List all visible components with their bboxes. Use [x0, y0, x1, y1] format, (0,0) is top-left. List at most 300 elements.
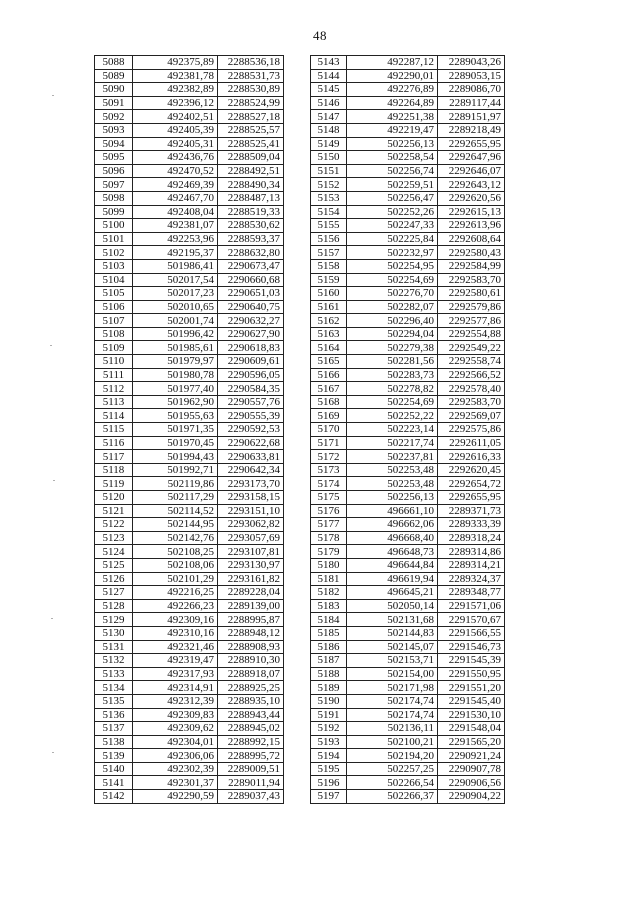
point-number-cell: 5100	[95, 219, 133, 233]
x-coordinate-cell: 501992,71	[133, 463, 218, 477]
table-row	[311, 694, 505, 708]
point-number-cell: 5111	[95, 368, 133, 382]
table-row	[95, 300, 284, 314]
point-number-cell: 5102	[95, 246, 133, 260]
table-row	[95, 110, 284, 124]
table-row	[311, 300, 505, 314]
y-coordinate-cell: 2288492,51	[218, 164, 284, 178]
point-number-cell: 5158	[311, 259, 347, 273]
y-coordinate-cell: 2292583,70	[438, 395, 505, 409]
x-coordinate-cell: 502108,25	[133, 545, 218, 559]
table-row	[311, 463, 505, 477]
y-coordinate-cell: 2290904,22	[438, 790, 505, 804]
table-row	[311, 83, 505, 97]
point-number-cell: 5189	[311, 681, 347, 695]
x-coordinate-cell: 502119,86	[133, 477, 218, 491]
x-coordinate-cell: 492405,31	[133, 137, 218, 151]
table-row	[95, 572, 284, 586]
x-coordinate-cell: 502296,40	[347, 314, 438, 328]
point-number-cell: 5120	[95, 491, 133, 505]
point-number-cell: 5151	[311, 164, 347, 178]
table-row	[311, 205, 505, 219]
x-coordinate-cell: 492287,12	[347, 56, 438, 70]
x-coordinate-cell: 502136,11	[347, 722, 438, 736]
x-coordinate-cell: 501980,78	[133, 368, 218, 382]
x-coordinate-cell: 502144,83	[347, 626, 438, 640]
point-number-cell: 5106	[95, 300, 133, 314]
y-coordinate-cell: 2290673,47	[218, 259, 284, 273]
x-coordinate-cell: 502154,00	[347, 667, 438, 681]
x-coordinate-cell: 496662,06	[347, 518, 438, 532]
point-number-cell: 5159	[311, 273, 347, 287]
scan-speck	[53, 480, 55, 481]
x-coordinate-cell: 501979,97	[133, 355, 218, 369]
y-coordinate-cell: 2293057,69	[218, 531, 284, 545]
table-row	[311, 450, 505, 464]
table-row	[95, 450, 284, 464]
table-row	[311, 314, 505, 328]
point-number-cell: 5133	[95, 667, 133, 681]
table-row	[311, 423, 505, 437]
point-number-cell: 5165	[311, 355, 347, 369]
y-coordinate-cell: 2291566,55	[438, 626, 505, 640]
x-coordinate-cell: 492317,93	[133, 667, 218, 681]
point-number-cell: 5125	[95, 558, 133, 572]
point-number-cell: 5128	[95, 599, 133, 613]
x-coordinate-cell: 492436,76	[133, 151, 218, 165]
y-coordinate-cell: 2289318,24	[438, 531, 505, 545]
x-coordinate-cell: 492309,83	[133, 708, 218, 722]
y-coordinate-cell: 2289371,73	[438, 504, 505, 518]
y-coordinate-cell: 2288527,18	[218, 110, 284, 124]
x-coordinate-cell: 502256,13	[347, 137, 438, 151]
y-coordinate-cell: 2292577,86	[438, 314, 505, 328]
x-coordinate-cell: 492312,39	[133, 694, 218, 708]
y-coordinate-cell: 2289348,77	[438, 586, 505, 600]
y-coordinate-cell: 2292575,86	[438, 423, 505, 437]
x-coordinate-cell: 501996,42	[133, 327, 218, 341]
point-number-cell: 5197	[311, 790, 347, 804]
table-row	[95, 640, 284, 654]
table-row	[311, 327, 505, 341]
point-number-cell: 5148	[311, 123, 347, 137]
point-number-cell: 5092	[95, 110, 133, 124]
point-number-cell: 5114	[95, 409, 133, 423]
y-coordinate-cell: 2290555,39	[218, 409, 284, 423]
x-coordinate-cell: 502254,69	[347, 395, 438, 409]
x-coordinate-cell: 492467,70	[133, 191, 218, 205]
y-coordinate-cell: 2289086,70	[438, 83, 505, 97]
table-row	[95, 681, 284, 695]
x-coordinate-cell: 492375,89	[133, 56, 218, 70]
y-coordinate-cell: 2290906,56	[438, 776, 505, 790]
y-coordinate-cell: 2290660,68	[218, 273, 284, 287]
x-coordinate-cell: 502279,38	[347, 341, 438, 355]
point-number-cell: 5181	[311, 572, 347, 586]
x-coordinate-cell: 496648,73	[347, 545, 438, 559]
x-coordinate-cell: 502256,13	[347, 491, 438, 505]
table-row	[95, 694, 284, 708]
x-coordinate-cell: 501955,63	[133, 409, 218, 423]
y-coordinate-cell: 2290640,75	[218, 300, 284, 314]
coordinates-table-left	[94, 55, 284, 804]
point-number-cell: 5090	[95, 83, 133, 97]
table-row	[311, 341, 505, 355]
x-coordinate-cell: 492309,16	[133, 613, 218, 627]
point-number-cell: 5194	[311, 749, 347, 763]
y-coordinate-cell: 2288995,72	[218, 749, 284, 763]
point-number-cell: 5185	[311, 626, 347, 640]
y-coordinate-cell: 2288490,34	[218, 178, 284, 192]
x-coordinate-cell: 492219,47	[347, 123, 438, 137]
y-coordinate-cell: 2289314,86	[438, 545, 505, 559]
table-row	[95, 708, 284, 722]
y-coordinate-cell: 2289324,37	[438, 572, 505, 586]
y-coordinate-cell: 2291570,67	[438, 613, 505, 627]
page-number: 48	[313, 28, 327, 43]
x-coordinate-cell: 492195,37	[133, 246, 218, 260]
y-coordinate-cell: 2292580,43	[438, 246, 505, 260]
point-number-cell: 5112	[95, 382, 133, 396]
point-number-cell: 5163	[311, 327, 347, 341]
y-coordinate-cell: 2293107,81	[218, 545, 284, 559]
x-coordinate-cell: 502294,04	[347, 327, 438, 341]
x-coordinate-cell: 501986,41	[133, 259, 218, 273]
y-coordinate-cell: 2288525,41	[218, 137, 284, 151]
y-coordinate-cell: 2289218,49	[438, 123, 505, 137]
x-coordinate-cell: 492396,12	[133, 96, 218, 110]
x-coordinate-cell: 502217,74	[347, 436, 438, 450]
y-coordinate-cell: 2289333,39	[438, 518, 505, 532]
point-number-cell: 5169	[311, 409, 347, 423]
table-row	[95, 219, 284, 233]
table-row	[311, 667, 505, 681]
table-row	[311, 56, 505, 70]
point-number-cell: 5152	[311, 178, 347, 192]
x-coordinate-cell: 492321,46	[133, 640, 218, 654]
point-number-cell: 5166	[311, 368, 347, 382]
x-coordinate-cell: 501985,61	[133, 341, 218, 355]
table-row	[95, 96, 284, 110]
table-row	[311, 259, 505, 273]
point-number-cell: 5149	[311, 137, 347, 151]
table-row	[311, 654, 505, 668]
scan-speck	[52, 95, 54, 96]
y-coordinate-cell: 2290596,05	[218, 368, 284, 382]
x-coordinate-cell: 492266,23	[133, 599, 218, 613]
x-coordinate-cell: 502237,81	[347, 450, 438, 464]
point-number-cell: 5154	[311, 205, 347, 219]
point-number-cell: 5179	[311, 545, 347, 559]
point-number-cell: 5115	[95, 423, 133, 437]
point-number-cell: 5153	[311, 191, 347, 205]
x-coordinate-cell: 502283,73	[347, 368, 438, 382]
table-row	[95, 776, 284, 790]
y-coordinate-cell: 2292554,88	[438, 327, 505, 341]
table-row	[95, 667, 284, 681]
point-number-cell: 5157	[311, 246, 347, 260]
table-row	[95, 314, 284, 328]
point-number-cell: 5184	[311, 613, 347, 627]
x-coordinate-cell: 492408,04	[133, 205, 218, 219]
point-number-cell: 5116	[95, 436, 133, 450]
y-coordinate-cell: 2291548,04	[438, 722, 505, 736]
y-coordinate-cell: 2288910,30	[218, 654, 284, 668]
table-row	[311, 110, 505, 124]
y-coordinate-cell: 2292620,56	[438, 191, 505, 205]
y-coordinate-cell: 2288536,18	[218, 56, 284, 70]
point-number-cell: 5113	[95, 395, 133, 409]
y-coordinate-cell: 2293130,97	[218, 558, 284, 572]
point-number-cell: 5135	[95, 694, 133, 708]
y-coordinate-cell: 2289011,94	[218, 776, 284, 790]
point-number-cell: 5156	[311, 232, 347, 246]
table-row	[311, 123, 505, 137]
x-coordinate-cell: 502017,54	[133, 273, 218, 287]
y-coordinate-cell: 2289037,43	[218, 790, 284, 804]
table-row	[95, 368, 284, 382]
table-row	[95, 341, 284, 355]
point-number-cell: 5123	[95, 531, 133, 545]
y-coordinate-cell: 2290907,78	[438, 762, 505, 776]
point-number-cell: 5162	[311, 314, 347, 328]
table-row	[95, 232, 284, 246]
y-coordinate-cell: 2288935,10	[218, 694, 284, 708]
x-coordinate-cell: 502117,29	[133, 491, 218, 505]
x-coordinate-cell: 496619,94	[347, 572, 438, 586]
x-coordinate-cell: 501994,43	[133, 450, 218, 464]
point-number-cell: 5193	[311, 735, 347, 749]
point-number-cell: 5132	[95, 654, 133, 668]
table-row	[95, 586, 284, 600]
y-coordinate-cell: 2290618,83	[218, 341, 284, 355]
point-number-cell: 5143	[311, 56, 347, 70]
x-coordinate-cell: 501962,90	[133, 395, 218, 409]
y-coordinate-cell: 2291565,20	[438, 735, 505, 749]
table-row	[95, 409, 284, 423]
y-coordinate-cell: 2292615,13	[438, 205, 505, 219]
y-coordinate-cell: 2288943,44	[218, 708, 284, 722]
point-number-cell: 5167	[311, 382, 347, 396]
table-row	[95, 382, 284, 396]
table-row	[311, 599, 505, 613]
x-coordinate-cell: 502223,14	[347, 423, 438, 437]
y-coordinate-cell: 2293161,82	[218, 572, 284, 586]
point-number-cell: 5168	[311, 395, 347, 409]
x-coordinate-cell: 492382,89	[133, 83, 218, 97]
y-coordinate-cell: 2292583,70	[438, 273, 505, 287]
table-row	[311, 586, 505, 600]
y-coordinate-cell: 2289117,44	[438, 96, 505, 110]
table-row	[95, 654, 284, 668]
point-number-cell: 5089	[95, 69, 133, 83]
y-coordinate-cell: 2290609,61	[218, 355, 284, 369]
point-number-cell: 5195	[311, 762, 347, 776]
point-number-cell: 5192	[311, 722, 347, 736]
y-coordinate-cell: 2293151,10	[218, 504, 284, 518]
x-coordinate-cell: 492469,39	[133, 178, 218, 192]
y-coordinate-cell: 2288908,93	[218, 640, 284, 654]
x-coordinate-cell: 496668,40	[347, 531, 438, 545]
table-row	[95, 749, 284, 763]
y-coordinate-cell: 2292643,12	[438, 178, 505, 192]
x-coordinate-cell: 492253,96	[133, 232, 218, 246]
y-coordinate-cell: 2292611,05	[438, 436, 505, 450]
scan-speck	[51, 618, 53, 619]
table-row	[311, 219, 505, 233]
table-row	[95, 735, 284, 749]
y-coordinate-cell: 2290592,53	[218, 423, 284, 437]
table-row	[311, 232, 505, 246]
point-number-cell: 5136	[95, 708, 133, 722]
table-row	[95, 626, 284, 640]
point-number-cell: 5122	[95, 518, 133, 532]
point-number-cell: 5119	[95, 477, 133, 491]
point-number-cell: 5145	[311, 83, 347, 97]
x-coordinate-cell: 492290,01	[347, 69, 438, 83]
y-coordinate-cell: 2292620,45	[438, 463, 505, 477]
x-coordinate-cell: 501970,45	[133, 436, 218, 450]
y-coordinate-cell: 2291571,06	[438, 599, 505, 613]
point-number-cell: 5117	[95, 450, 133, 464]
table-row	[95, 491, 284, 505]
table-row	[95, 151, 284, 165]
x-coordinate-cell: 492470,52	[133, 164, 218, 178]
y-coordinate-cell: 2290557,76	[218, 395, 284, 409]
table-row	[95, 722, 284, 736]
point-number-cell: 5174	[311, 477, 347, 491]
x-coordinate-cell: 492314,91	[133, 681, 218, 695]
point-number-cell: 5088	[95, 56, 133, 70]
x-coordinate-cell: 492319,47	[133, 654, 218, 668]
x-coordinate-cell: 502101,29	[133, 572, 218, 586]
table-row	[311, 355, 505, 369]
table-row	[311, 613, 505, 627]
y-coordinate-cell: 2288531,73	[218, 69, 284, 83]
y-coordinate-cell: 2291545,40	[438, 694, 505, 708]
table-row	[311, 762, 505, 776]
point-number-cell: 5108	[95, 327, 133, 341]
point-number-cell: 5134	[95, 681, 133, 695]
table-row	[95, 558, 284, 572]
point-number-cell: 5095	[95, 151, 133, 165]
y-coordinate-cell: 2288945,02	[218, 722, 284, 736]
table-row	[95, 613, 284, 627]
point-number-cell: 5129	[95, 613, 133, 627]
x-coordinate-cell: 502232,97	[347, 246, 438, 260]
table-row	[311, 191, 505, 205]
point-number-cell: 5107	[95, 314, 133, 328]
x-coordinate-cell: 492306,06	[133, 749, 218, 763]
y-coordinate-cell: 2288632,80	[218, 246, 284, 260]
y-coordinate-cell: 2289139,00	[218, 599, 284, 613]
point-number-cell: 5139	[95, 749, 133, 763]
x-coordinate-cell: 502153,71	[347, 654, 438, 668]
point-number-cell: 5141	[95, 776, 133, 790]
table-row	[311, 178, 505, 192]
point-number-cell: 5104	[95, 273, 133, 287]
x-coordinate-cell: 502194,20	[347, 749, 438, 763]
table-row	[95, 205, 284, 219]
y-coordinate-cell: 2292647,96	[438, 151, 505, 165]
y-coordinate-cell: 2291530,10	[438, 708, 505, 722]
x-coordinate-cell: 496661,10	[347, 504, 438, 518]
table-row	[311, 151, 505, 165]
x-coordinate-cell: 492301,37	[133, 776, 218, 790]
point-number-cell: 5097	[95, 178, 133, 192]
point-number-cell: 5177	[311, 518, 347, 532]
y-coordinate-cell: 2288992,15	[218, 735, 284, 749]
point-number-cell: 5098	[95, 191, 133, 205]
y-coordinate-cell: 2290921,24	[438, 749, 505, 763]
x-coordinate-cell: 502266,37	[347, 790, 438, 804]
table-row	[311, 708, 505, 722]
y-coordinate-cell: 2290651,03	[218, 287, 284, 301]
x-coordinate-cell: 502010,65	[133, 300, 218, 314]
point-number-cell: 5180	[311, 558, 347, 572]
x-coordinate-cell: 502257,25	[347, 762, 438, 776]
point-number-cell: 5164	[311, 341, 347, 355]
x-coordinate-cell: 492276,89	[347, 83, 438, 97]
table-row	[95, 178, 284, 192]
table-row	[95, 137, 284, 151]
y-coordinate-cell: 2290633,81	[218, 450, 284, 464]
x-coordinate-cell: 502266,54	[347, 776, 438, 790]
x-coordinate-cell: 502131,68	[347, 613, 438, 627]
table-row	[95, 83, 284, 97]
y-coordinate-cell: 2288525,57	[218, 123, 284, 137]
table-row	[95, 273, 284, 287]
y-coordinate-cell: 2292613,96	[438, 219, 505, 233]
y-coordinate-cell: 2288519,33	[218, 205, 284, 219]
x-coordinate-cell: 502174,74	[347, 694, 438, 708]
y-coordinate-cell: 2293062,82	[218, 518, 284, 532]
x-coordinate-cell: 502259,51	[347, 178, 438, 192]
point-number-cell: 5103	[95, 259, 133, 273]
table-row	[311, 69, 505, 83]
table-row	[95, 599, 284, 613]
x-coordinate-cell: 492402,51	[133, 110, 218, 124]
y-coordinate-cell: 2292549,22	[438, 341, 505, 355]
point-number-cell: 5130	[95, 626, 133, 640]
point-number-cell: 5093	[95, 123, 133, 137]
table-row	[311, 790, 505, 804]
x-coordinate-cell: 502108,06	[133, 558, 218, 572]
table-row	[95, 259, 284, 273]
point-number-cell: 5127	[95, 586, 133, 600]
point-number-cell: 5096	[95, 164, 133, 178]
y-coordinate-cell: 2288509,04	[218, 151, 284, 165]
point-number-cell: 5150	[311, 151, 347, 165]
point-number-cell: 5146	[311, 96, 347, 110]
point-number-cell: 5171	[311, 436, 347, 450]
point-number-cell: 5188	[311, 667, 347, 681]
x-coordinate-cell: 502256,74	[347, 164, 438, 178]
point-number-cell: 5187	[311, 654, 347, 668]
x-coordinate-cell: 501971,35	[133, 423, 218, 437]
x-coordinate-cell: 502281,56	[347, 355, 438, 369]
x-coordinate-cell: 502276,70	[347, 287, 438, 301]
point-number-cell: 5178	[311, 531, 347, 545]
scan-speck	[52, 752, 54, 753]
table-row	[95, 531, 284, 545]
x-coordinate-cell: 492381,78	[133, 69, 218, 83]
table-row	[311, 491, 505, 505]
x-coordinate-cell: 502258,54	[347, 151, 438, 165]
table-row	[95, 436, 284, 450]
y-coordinate-cell: 2290627,90	[218, 327, 284, 341]
point-number-cell: 5147	[311, 110, 347, 124]
